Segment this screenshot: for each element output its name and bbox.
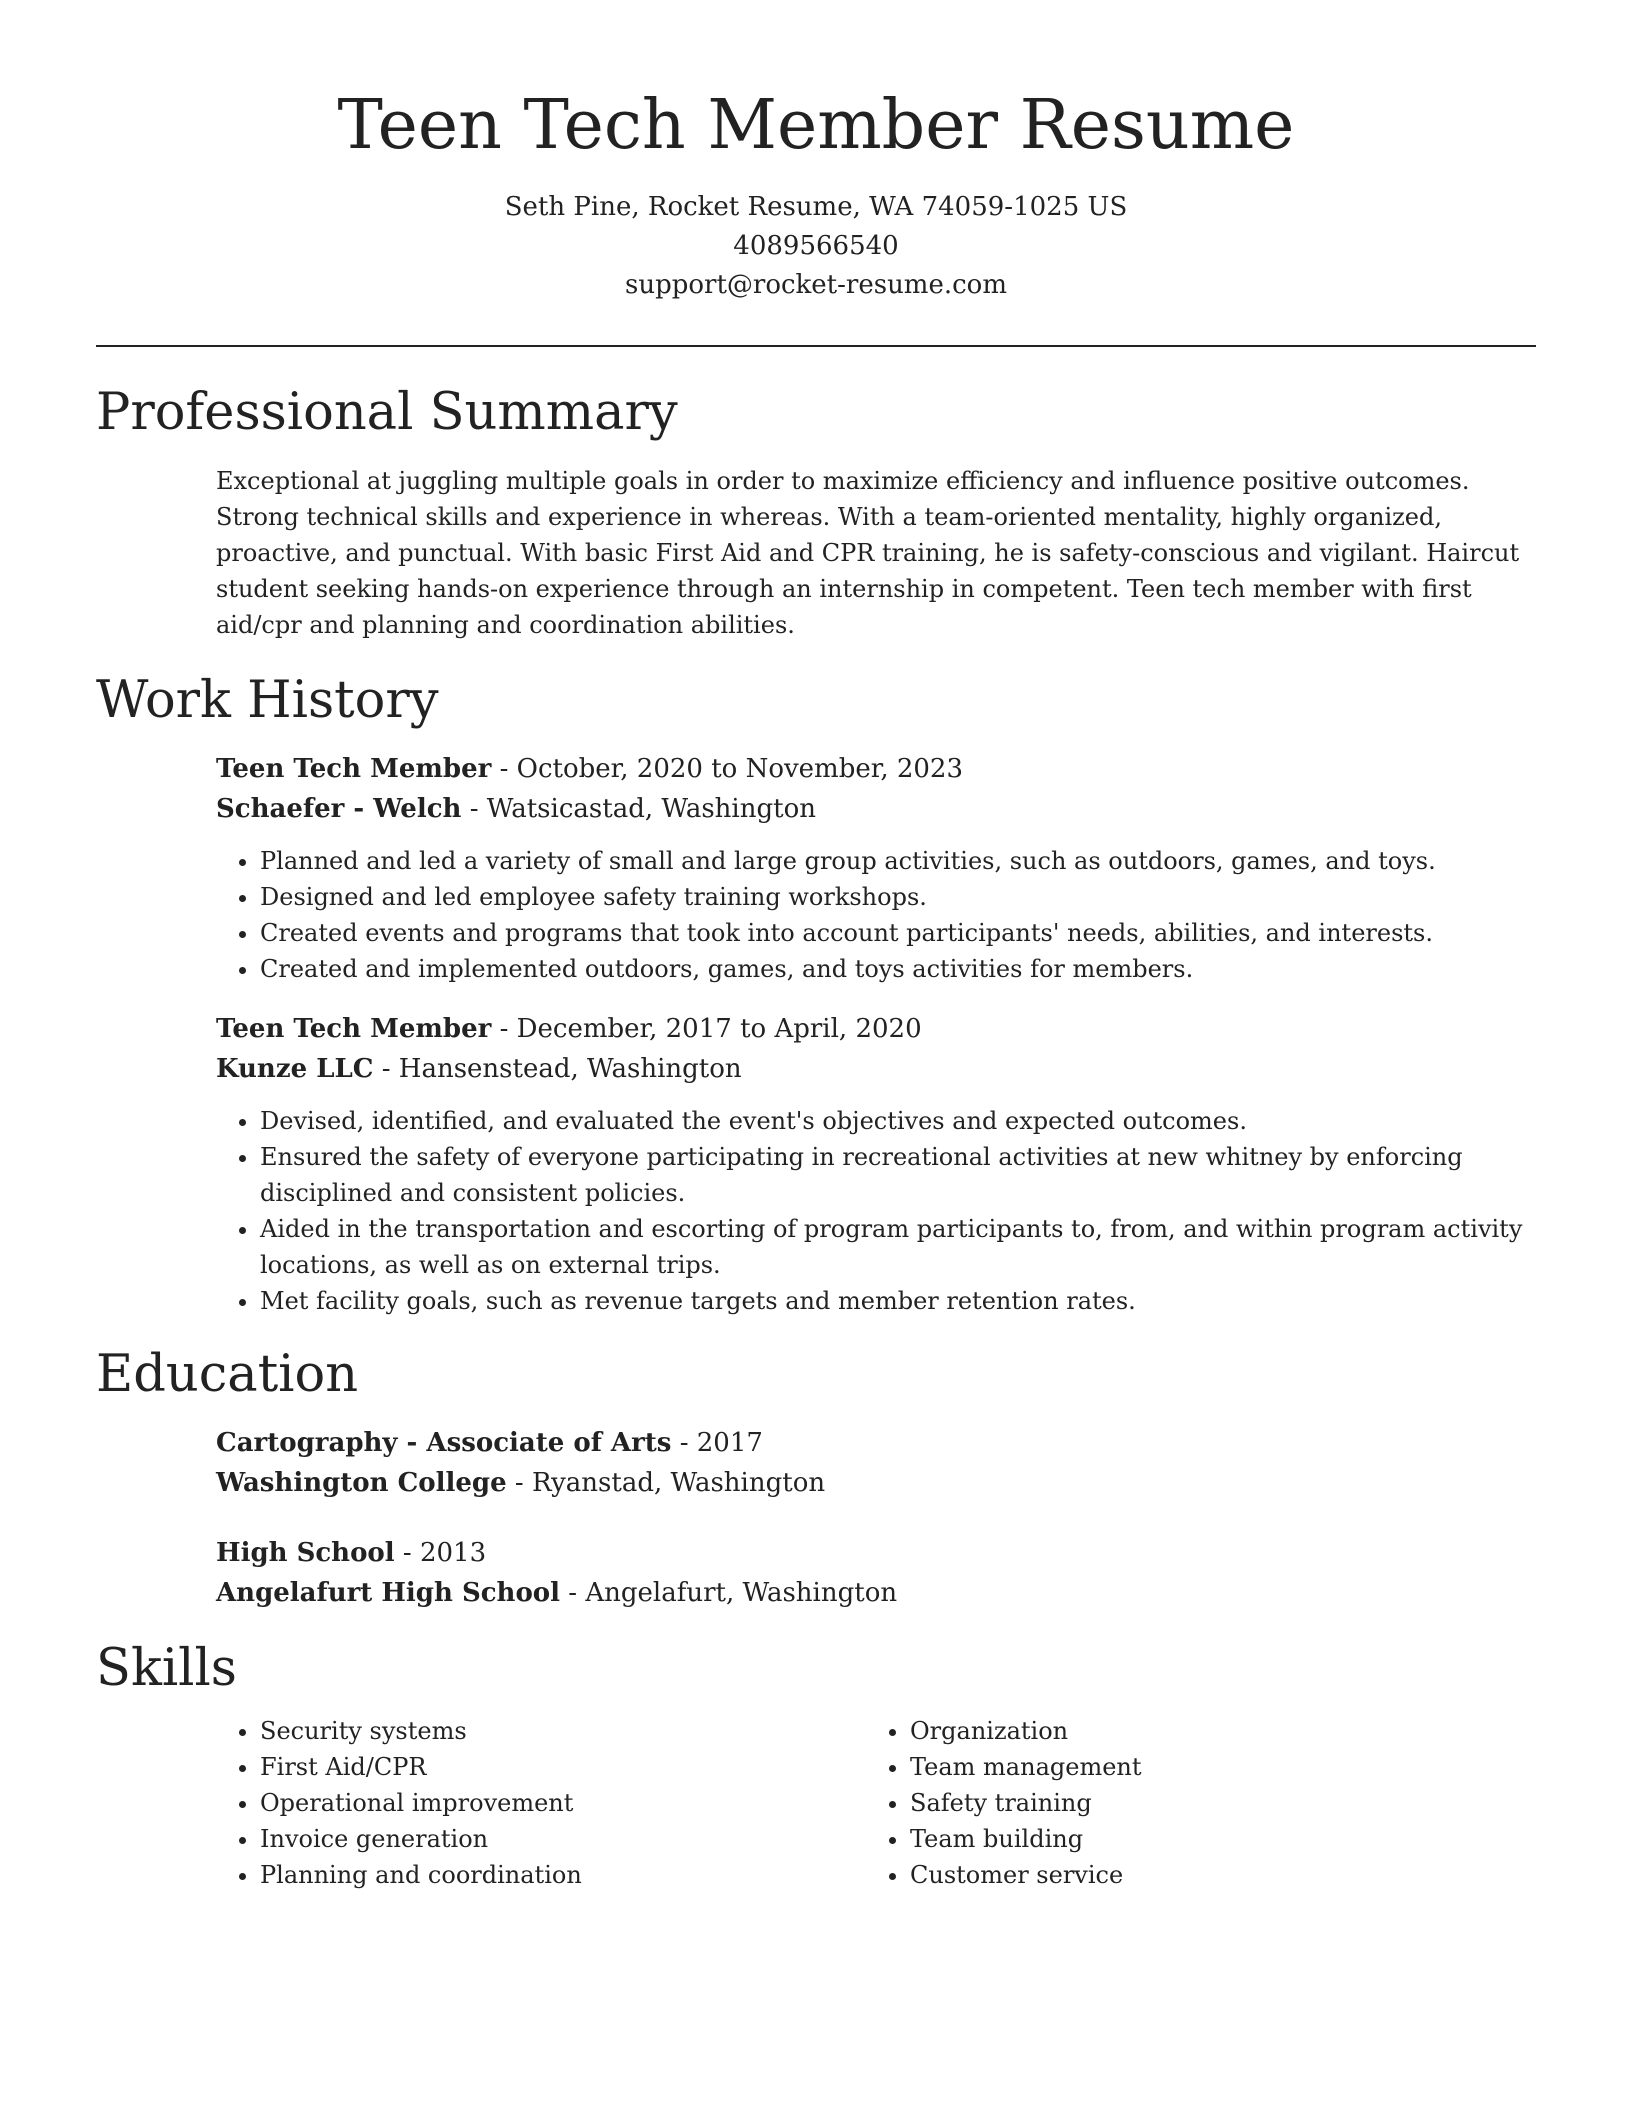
education-degree: Cartography - Associate of Arts — [216, 1428, 672, 1458]
job-title-line — [216, 749, 1536, 789]
education-location: - Ryanstad, Washington — [506, 1468, 826, 1498]
skills-list — [216, 1713, 866, 1893]
contact-info — [96, 188, 1536, 305]
job-duty-item: • Ensured the safety of everyone participating in recreational activities at new whitney by enforcing disciplined and consistent policies. — [260, 1139, 1536, 1211]
work-history-heading: Work History — [96, 671, 439, 730]
contact-address: Seth Pine, Rocket Resume, WA 74059-1025 US — [504, 192, 1128, 222]
education-location: - Angelafurt, Washington — [560, 1578, 898, 1608]
job-duties — [216, 1103, 1536, 1319]
skills-body — [216, 1713, 1536, 1893]
skills-section — [96, 1639, 1536, 1893]
contact-email[interactable]: support@rocket-resume.com — [624, 270, 1007, 300]
job-duties — [216, 843, 1536, 987]
job-title-line — [216, 1009, 1536, 1049]
job-duty-item: • Planned and led a variety of small and large group activities, such as outdoors, games, and toys. — [260, 843, 1536, 879]
education-body — [216, 1423, 1536, 1613]
education-school-line — [216, 1463, 1536, 1503]
job-duty-item: • Devised, identified, and evaluated the event's objectives and expected outcomes. — [260, 1103, 1536, 1139]
work-history-section — [96, 671, 1536, 1319]
job-location: - Hansenstead, Washington — [373, 1054, 742, 1084]
education-heading: Education — [96, 1345, 359, 1404]
job-company-line — [216, 789, 1536, 829]
skill-item: • Organization — [910, 1713, 1516, 1749]
education-entry — [216, 1423, 1536, 1503]
job-duty-item: • Aided in the transportation and escorting of program participants to, from, and within program activity locations, as well as on external trips. — [260, 1211, 1536, 1283]
education-degree-line — [216, 1423, 1536, 1463]
summary-section — [96, 383, 1536, 643]
skill-item: • Team building — [910, 1821, 1516, 1857]
resume-header — [96, 0, 1536, 305]
job-dates: - October, 2020 to November, 2023 — [491, 754, 964, 784]
job-position: Teen Tech Member — [216, 1014, 492, 1044]
job-company: Schaefer - Welch — [216, 794, 462, 824]
education-school-line — [216, 1573, 1536, 1613]
education-entry — [216, 1533, 1536, 1613]
job-duty-item: • Created events and programs that took into account participants' needs, abilities, and interests. — [260, 915, 1536, 951]
job-company-line — [216, 1049, 1536, 1089]
job-company: Kunze LLC — [216, 1054, 374, 1084]
summary-text: Exceptional at juggling multiple goals in order to maximize efficiency and influence positive outcomes. Strong technical skills and experience in whereas. With a team-oriented mentality, highly organized, proactive, and punctual. With basic First Aid and CPR training, he is safety-conscious and vigilant. Haircut student seeking hands-on experience through an internship in competent. Teen tech member with first aid/cpr and planning and coordination abilities. — [216, 467, 1520, 639]
job-dates: - December, 2017 to April, 2020 — [491, 1014, 922, 1044]
education-section — [96, 1345, 1536, 1613]
skills-column-left — [216, 1713, 866, 1893]
skill-item: • Safety training — [910, 1785, 1516, 1821]
skill-item: • Team management — [910, 1749, 1516, 1785]
job-duty-item: • Created and implemented outdoors, games, and toys activities for members. — [260, 951, 1536, 987]
skill-item: • Planning and coordination — [260, 1857, 866, 1893]
job-position: Teen Tech Member — [216, 754, 492, 784]
education-degree-line — [216, 1533, 1536, 1573]
skill-item: • Customer service — [910, 1857, 1516, 1893]
education-school: Washington College — [216, 1468, 507, 1498]
education-year: - 2017 — [671, 1428, 763, 1458]
skills-list — [866, 1713, 1516, 1893]
contact-phone: 4089566540 — [733, 231, 899, 261]
skill-item: • Operational improvement — [260, 1785, 866, 1821]
job-entry — [216, 749, 1536, 987]
job-duty-item: • Designed and led employee safety training workshops. — [260, 879, 1536, 915]
summary-heading: Professional Summary — [96, 383, 678, 442]
skill-item: • First Aid/CPR — [260, 1749, 866, 1785]
job-duty-item: • Met facility goals, such as revenue targets and member retention rates. — [260, 1283, 1536, 1319]
skills-column-right — [866, 1713, 1516, 1893]
work-history-body — [216, 749, 1536, 1319]
education-degree: High School — [216, 1538, 395, 1568]
skill-item: • Invoice generation — [260, 1821, 866, 1857]
skill-item: • Security systems — [260, 1713, 866, 1749]
skills-heading: Skills — [96, 1639, 237, 1698]
resume-title: Teen Tech Member Resume — [337, 86, 1295, 165]
education-school: Angelafurt High School — [216, 1578, 561, 1608]
resume-page — [96, 0, 1536, 1893]
education-year: - 2013 — [394, 1538, 487, 1568]
header-divider — [96, 345, 1536, 347]
job-entry — [216, 1009, 1536, 1319]
skills-grid — [216, 1713, 1536, 1893]
job-location: - Watsicastad, Washington — [461, 794, 816, 824]
